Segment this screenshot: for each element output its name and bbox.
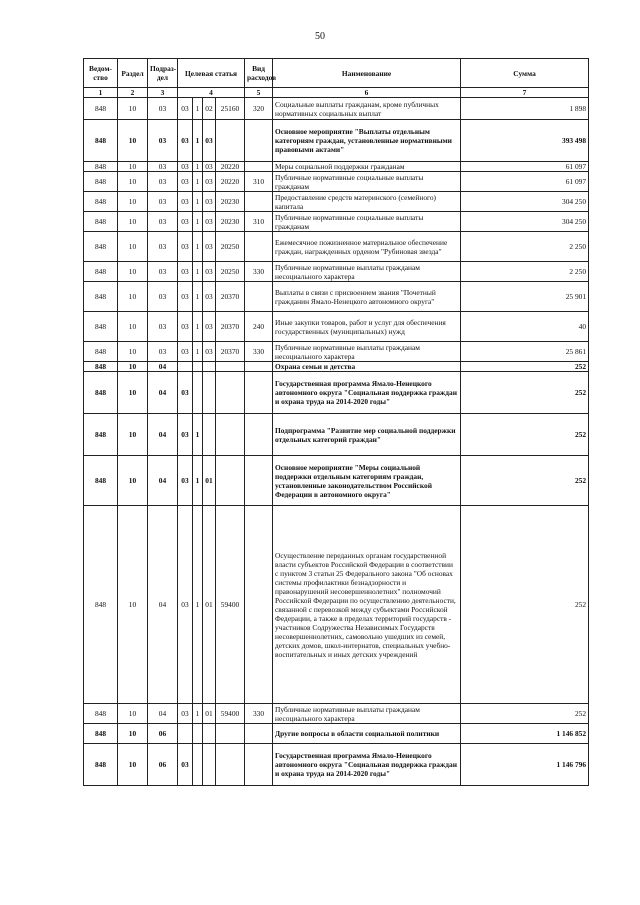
cell-vid-rashodov	[245, 232, 273, 262]
cell-cs-event: 01	[203, 456, 216, 506]
cell-cs-event	[203, 744, 216, 786]
cell-cs-event: 03	[203, 120, 216, 162]
column-number: 5	[245, 88, 273, 98]
cell-naimenovanie: Выплаты в связи с присвоением звания "Почетный гражданин Ямало-Ненецкого автономного округа"	[273, 282, 461, 312]
cell-razdel: 10	[118, 724, 148, 744]
cell-cs-event	[203, 362, 216, 372]
table-row	[84, 98, 589, 120]
cell-cs-subprogram: 1	[193, 506, 203, 704]
column-number: 6	[273, 88, 461, 98]
cell-naimenovanie: Охрана семьи и детства	[273, 362, 461, 372]
cell-cs-event	[203, 372, 216, 414]
cell-cs-program: 03	[178, 172, 193, 192]
cell-razdel: 10	[118, 162, 148, 172]
cell-razdel: 10	[118, 120, 148, 162]
cell-cs-direction	[216, 362, 245, 372]
cell-cs-direction	[216, 456, 245, 506]
cell-naimenovanie: Социальные выплаты гражданам, кроме публичных нормативных социальных выплат	[273, 98, 461, 120]
cell-cs-direction: 20250	[216, 262, 245, 282]
cell-razdel: 10	[118, 704, 148, 724]
cell-razdel: 10	[118, 342, 148, 362]
table-row	[84, 724, 589, 744]
cell-summa: 25 861	[461, 342, 589, 362]
cell-summa: 252	[461, 456, 589, 506]
cell-vid-rashodov: 330	[245, 704, 273, 724]
cell-cs-event: 02	[203, 98, 216, 120]
cell-cs-program: 03	[178, 414, 193, 456]
cell-razdel: 10	[118, 456, 148, 506]
cell-cs-subprogram: 1	[193, 342, 203, 362]
table-row	[84, 282, 589, 312]
cell-naimenovanie: Иные закупки товаров, работ и услуг для обеспечения государственных (муниципальных) нужд	[273, 312, 461, 342]
cell-cs-program: 03	[178, 282, 193, 312]
cell-summa: 25 901	[461, 282, 589, 312]
cell-vid-rashodov: 310	[245, 172, 273, 192]
cell-cs-program: 03	[178, 704, 193, 724]
cell-summa: 304 250	[461, 212, 589, 232]
cell-cs-program: 03	[178, 372, 193, 414]
cell-cs-direction	[216, 744, 245, 786]
cell-cs-program: 03	[178, 120, 193, 162]
cell-cs-subprogram: 1	[193, 98, 203, 120]
cell-vedomstvo: 848	[84, 372, 118, 414]
cell-cs-program: 03	[178, 506, 193, 704]
cell-naimenovanie: Основное мероприятие "Выплаты отдельным категориям граждан, установленные нормативными правовыми актами"	[273, 120, 461, 162]
header-celevaya-statya: Целевая статья	[178, 59, 245, 88]
header-naimenovanie: Наименование	[273, 59, 461, 88]
header-row	[84, 59, 589, 88]
cell-cs-direction	[216, 120, 245, 162]
table-body	[84, 98, 589, 786]
cell-razdel: 10	[118, 414, 148, 456]
cell-vedomstvo: 848	[84, 98, 118, 120]
cell-razdel: 10	[118, 98, 148, 120]
cell-naimenovanie: Осуществление переданных органам государственной власти субъектов Российской Федерации в соответствии с пунктом 3 статьи 25 Федерального закона "Об основах системы профилактики безнадзорности и правонарушений несовершеннолетних" полномочий Российской Федерации по осуществлению деятельности, связанной с перевозкой между субъектами Российской Федерации, а также в пределах территорий государств - участников Содружества Независимых Государств несовершеннолетних, самовольно ушедших из семей, детских домов, школ-интернатов, специальных учебно-воспитательных и иных детских учреждений	[273, 506, 461, 704]
cell-vid-rashodov	[245, 744, 273, 786]
cell-cs-subprogram: 1	[193, 232, 203, 262]
cell-cs-program: 03	[178, 342, 193, 362]
cell-cs-subprogram	[193, 362, 203, 372]
cell-razdel: 10	[118, 192, 148, 212]
table-row	[84, 704, 589, 724]
cell-cs-direction: 20230	[216, 192, 245, 212]
cell-razdel: 10	[118, 372, 148, 414]
cell-vid-rashodov	[245, 456, 273, 506]
cell-vid-rashodov	[245, 506, 273, 704]
cell-razdel: 10	[118, 312, 148, 342]
cell-cs-program: 03	[178, 232, 193, 262]
cell-vedomstvo: 848	[84, 212, 118, 232]
cell-vid-rashodov: 330	[245, 262, 273, 282]
cell-podrazdel: 03	[148, 312, 178, 342]
cell-cs-subprogram: 1	[193, 282, 203, 312]
table-row	[84, 120, 589, 162]
header-podrazdel: Подраз-дел	[148, 59, 178, 88]
cell-cs-direction: 25160	[216, 98, 245, 120]
cell-cs-event: 03	[203, 172, 216, 192]
table-row	[84, 192, 589, 212]
cell-razdel: 10	[118, 172, 148, 192]
cell-cs-event: 03	[203, 312, 216, 342]
cell-vid-rashodov	[245, 362, 273, 372]
cell-vedomstvo: 848	[84, 172, 118, 192]
cell-summa: 252	[461, 372, 589, 414]
cell-naimenovanie: Публичные нормативные социальные выплаты гражданам	[273, 212, 461, 232]
cell-cs-program	[178, 724, 193, 744]
cell-naimenovanie: Другие вопросы в области социальной политики	[273, 724, 461, 744]
cell-podrazdel: 06	[148, 724, 178, 744]
cell-cs-program: 03	[178, 744, 193, 786]
cell-naimenovanie: Публичные нормативные социальные выплаты гражданам	[273, 172, 461, 192]
cell-cs-event: 01	[203, 704, 216, 724]
cell-cs-subprogram: 1	[193, 212, 203, 232]
cell-podrazdel: 03	[148, 262, 178, 282]
cell-podrazdel: 03	[148, 212, 178, 232]
cell-razdel: 10	[118, 744, 148, 786]
cell-summa: 61 097	[461, 172, 589, 192]
cell-razdel: 10	[118, 212, 148, 232]
cell-cs-subprogram	[193, 744, 203, 786]
cell-cs-direction	[216, 724, 245, 744]
cell-vedomstvo: 848	[84, 704, 118, 724]
cell-naimenovanie: Предоставление средств материнского (семейного) капитала	[273, 192, 461, 212]
cell-cs-direction: 20230	[216, 212, 245, 232]
cell-cs-event: 03	[203, 212, 216, 232]
cell-podrazdel: 06	[148, 744, 178, 786]
column-number: 7	[461, 88, 589, 98]
cell-naimenovanie: Ежемесячное пожизненное материальное обеспечение граждан, награжденных орденом "Рубиновая звезда"	[273, 232, 461, 262]
cell-summa: 252	[461, 362, 589, 372]
cell-cs-direction	[216, 372, 245, 414]
table-row	[84, 372, 589, 414]
cell-cs-event: 03	[203, 262, 216, 282]
cell-cs-event: 01	[203, 506, 216, 704]
table-row	[84, 414, 589, 456]
cell-razdel: 10	[118, 232, 148, 262]
column-number: 1	[84, 88, 118, 98]
cell-podrazdel: 03	[148, 342, 178, 362]
cell-vid-rashodov: 330	[245, 342, 273, 362]
cell-vid-rashodov	[245, 372, 273, 414]
cell-cs-program: 03	[178, 312, 193, 342]
cell-naimenovanie: Меры социальной поддержки гражданам	[273, 162, 461, 172]
cell-cs-program: 03	[178, 162, 193, 172]
page-number: 50	[315, 31, 325, 42]
cell-cs-program: 03	[178, 98, 193, 120]
cell-cs-direction: 20250	[216, 232, 245, 262]
cell-cs-direction: 20370	[216, 282, 245, 312]
cell-cs-subprogram	[193, 724, 203, 744]
cell-razdel: 10	[118, 262, 148, 282]
table-row	[84, 362, 589, 372]
column-number-row	[84, 88, 589, 98]
cell-vedomstvo: 848	[84, 506, 118, 704]
cell-cs-event: 03	[203, 282, 216, 312]
table-row	[84, 212, 589, 232]
header-summa: Сумма	[461, 59, 589, 88]
cell-cs-program: 03	[178, 192, 193, 212]
cell-cs-event: 03	[203, 342, 216, 362]
cell-cs-subprogram: 1	[193, 120, 203, 162]
cell-cs-direction: 20370	[216, 342, 245, 362]
cell-naimenovanie: Публичные нормативные выплаты гражданам несоциального характера	[273, 342, 461, 362]
cell-vid-rashodov	[245, 282, 273, 312]
column-number: 3	[148, 88, 178, 98]
cell-podrazdel: 03	[148, 162, 178, 172]
cell-summa: 1 146 796	[461, 744, 589, 786]
cell-summa: 2 250	[461, 262, 589, 282]
column-number: 4	[178, 88, 245, 98]
cell-cs-program: 03	[178, 262, 193, 282]
cell-cs-subprogram: 1	[193, 262, 203, 282]
cell-naimenovanie: Подпрограмма "Развитие мер социальной поддержки отдельных категорий граждан"	[273, 414, 461, 456]
cell-cs-event	[203, 414, 216, 456]
cell-vedomstvo: 848	[84, 744, 118, 786]
cell-cs-program	[178, 362, 193, 372]
table-row	[84, 262, 589, 282]
cell-podrazdel: 04	[148, 414, 178, 456]
cell-vedomstvo: 848	[84, 262, 118, 282]
cell-vedomstvo: 848	[84, 456, 118, 506]
cell-naimenovanie: Публичные нормативные выплаты гражданам несоциального характера	[273, 704, 461, 724]
cell-cs-subprogram: 1	[193, 456, 203, 506]
cell-summa: 252	[461, 506, 589, 704]
cell-vedomstvo: 848	[84, 414, 118, 456]
cell-razdel: 10	[118, 282, 148, 312]
cell-vedomstvo: 848	[84, 362, 118, 372]
cell-summa: 61 097	[461, 162, 589, 172]
cell-cs-subprogram: 1	[193, 172, 203, 192]
cell-razdel: 10	[118, 506, 148, 704]
cell-cs-program: 03	[178, 212, 193, 232]
table-row	[84, 172, 589, 192]
cell-vid-rashodov	[245, 192, 273, 212]
cell-razdel: 10	[118, 362, 148, 372]
cell-naimenovanie: Основное мероприятие "Меры социальной поддержки отдельным категориям граждан, установленные законодательством Российской Федерации в автономного округа"	[273, 456, 461, 506]
cell-podrazdel: 04	[148, 704, 178, 724]
cell-podrazdel: 03	[148, 172, 178, 192]
cell-vid-rashodov: 310	[245, 212, 273, 232]
table-row	[84, 312, 589, 342]
cell-cs-subprogram: 1	[193, 704, 203, 724]
table-row	[84, 456, 589, 506]
cell-vedomstvo: 848	[84, 724, 118, 744]
cell-vedomstvo: 848	[84, 162, 118, 172]
cell-cs-direction: 59400	[216, 704, 245, 724]
cell-cs-direction: 20220	[216, 162, 245, 172]
cell-podrazdel: 04	[148, 362, 178, 372]
cell-vid-rashodov: 240	[245, 312, 273, 342]
cell-cs-subprogram	[193, 372, 203, 414]
column-number: 2	[118, 88, 148, 98]
cell-summa: 304 250	[461, 192, 589, 212]
table-row	[84, 506, 589, 704]
cell-vid-rashodov	[245, 162, 273, 172]
cell-vedomstvo: 848	[84, 232, 118, 262]
cell-podrazdel: 04	[148, 506, 178, 704]
cell-podrazdel: 04	[148, 456, 178, 506]
header-razdel: Раздел	[118, 59, 148, 88]
cell-podrazdel: 03	[148, 192, 178, 212]
cell-podrazdel: 03	[148, 98, 178, 120]
table-row	[84, 342, 589, 362]
cell-podrazdel: 03	[148, 282, 178, 312]
cell-cs-event: 03	[203, 162, 216, 172]
header-vedomstvo: Ведом-ство	[84, 59, 118, 88]
cell-cs-direction: 59400	[216, 506, 245, 704]
cell-vedomstvo: 848	[84, 342, 118, 362]
cell-vedomstvo: 848	[84, 192, 118, 212]
cell-cs-direction: 20370	[216, 312, 245, 342]
cell-vid-rashodov	[245, 120, 273, 162]
cell-cs-event: 03	[203, 192, 216, 212]
cell-cs-subprogram: 1	[193, 414, 203, 456]
cell-vid-rashodov: 320	[245, 98, 273, 120]
cell-vid-rashodov	[245, 724, 273, 744]
cell-podrazdel: 03	[148, 120, 178, 162]
cell-vedomstvo: 848	[84, 312, 118, 342]
cell-summa: 252	[461, 704, 589, 724]
table-row	[84, 162, 589, 172]
cell-summa: 40	[461, 312, 589, 342]
cell-summa: 2 250	[461, 232, 589, 262]
cell-cs-program: 03	[178, 456, 193, 506]
cell-vid-rashodov	[245, 414, 273, 456]
budget-table	[83, 58, 589, 786]
cell-summa: 252	[461, 414, 589, 456]
cell-vedomstvo: 848	[84, 120, 118, 162]
cell-cs-direction: 20220	[216, 172, 245, 192]
cell-vedomstvo: 848	[84, 282, 118, 312]
cell-cs-event: 03	[203, 232, 216, 262]
table-row	[84, 744, 589, 786]
cell-cs-subprogram: 1	[193, 162, 203, 172]
cell-cs-subprogram: 1	[193, 192, 203, 212]
cell-podrazdel: 03	[148, 232, 178, 262]
cell-cs-event	[203, 724, 216, 744]
cell-naimenovanie: Государственная программа Ямало-Ненецкого автономного округа "Социальная поддержка граждан и охрана труда на 2014-2020 годы"	[273, 372, 461, 414]
cell-podrazdel: 04	[148, 372, 178, 414]
cell-cs-direction	[216, 414, 245, 456]
header-vid-rashodov: Вид расходов	[245, 59, 273, 88]
cell-naimenovanie: Государственная программа Ямало-Ненецкого автономного округа "Социальная поддержка граждан и охрана труда на 2014-2020 годы"	[273, 744, 461, 786]
cell-summa: 1 898	[461, 98, 589, 120]
cell-naimenovanie: Публичные нормативные выплаты гражданам несоциального характера	[273, 262, 461, 282]
cell-cs-subprogram: 1	[193, 312, 203, 342]
table-row	[84, 232, 589, 262]
cell-summa: 393 498	[461, 120, 589, 162]
cell-summa: 1 146 852	[461, 724, 589, 744]
